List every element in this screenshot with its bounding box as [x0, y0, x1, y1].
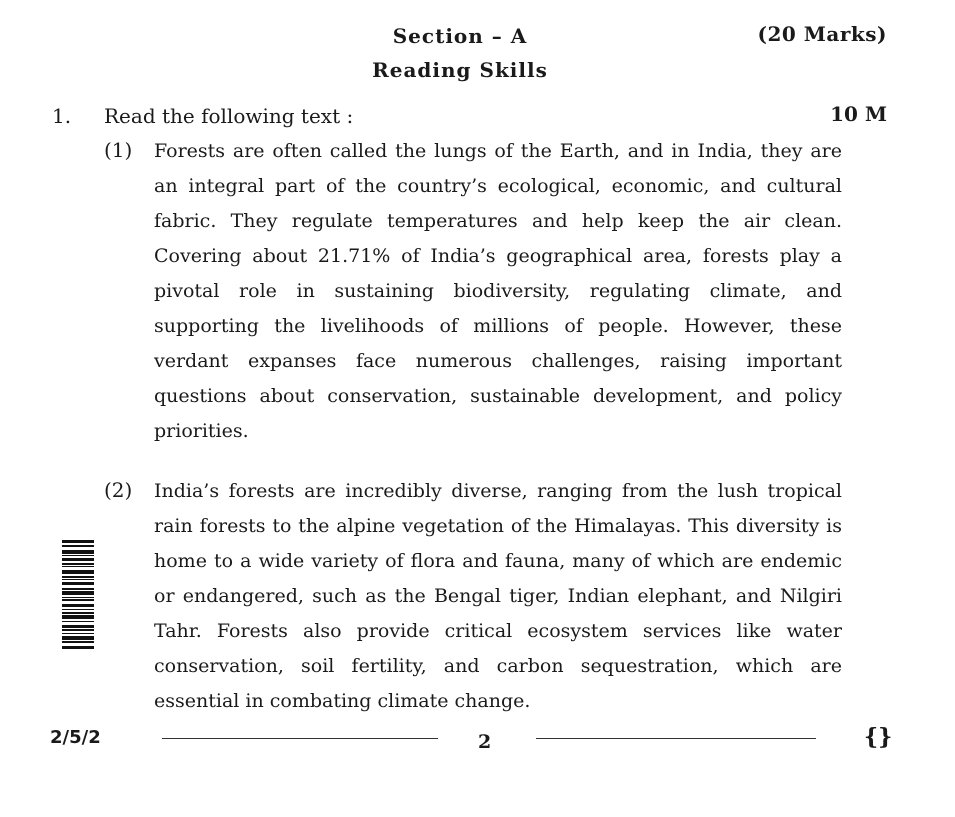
footer-divider	[162, 738, 438, 739]
question-marks: 10 M	[830, 102, 887, 126]
footer-divider	[536, 738, 816, 739]
barcode	[62, 540, 94, 670]
section-subtitle: Reading Skills	[372, 58, 548, 82]
section-title: Section – A	[392, 24, 528, 48]
paragraph-number: (1)	[104, 138, 133, 162]
paper-code: 2/5/2	[50, 727, 101, 748]
paragraph-text: India’s forests are incredibly diverse, ranging from the lush tropical rain forests to the alpine vegetation of the Himalayas. This diversity is home to a wide variety of flora and fauna, many of which are endemic or endangered, such as the Bengal tiger, Indian elephant, and Nilgiri Tahr. Forests also provide critical ecosystem services like water conservation, soil fertility, and carbon sequestration, which are essential in combating climate change.	[154, 480, 842, 712]
paragraph-number: (2)	[104, 478, 133, 502]
page-number: 2	[478, 731, 492, 753]
section-marks: (20 Marks)	[757, 22, 887, 46]
paragraph-text: Forests are often called the lungs of the Earth, and in India, they are an integral part of the country’s ecological, economic, and cultural fabric. They regulate temperatures and help keep the air clean. Covering about 21.71% of India’s geographical area, forests play a pivotal role in sustaining biodiversity, regulating climate, and supporting the livelihoods of millions of people. However, these verdant expanses face numerous challenges, raising important questions about conservation, sustainable development, and policy priorities.	[154, 140, 842, 442]
question-instruction: Read the following text :	[104, 104, 354, 128]
question-number: 1.	[52, 104, 72, 128]
footer-braces: {}	[864, 724, 893, 750]
